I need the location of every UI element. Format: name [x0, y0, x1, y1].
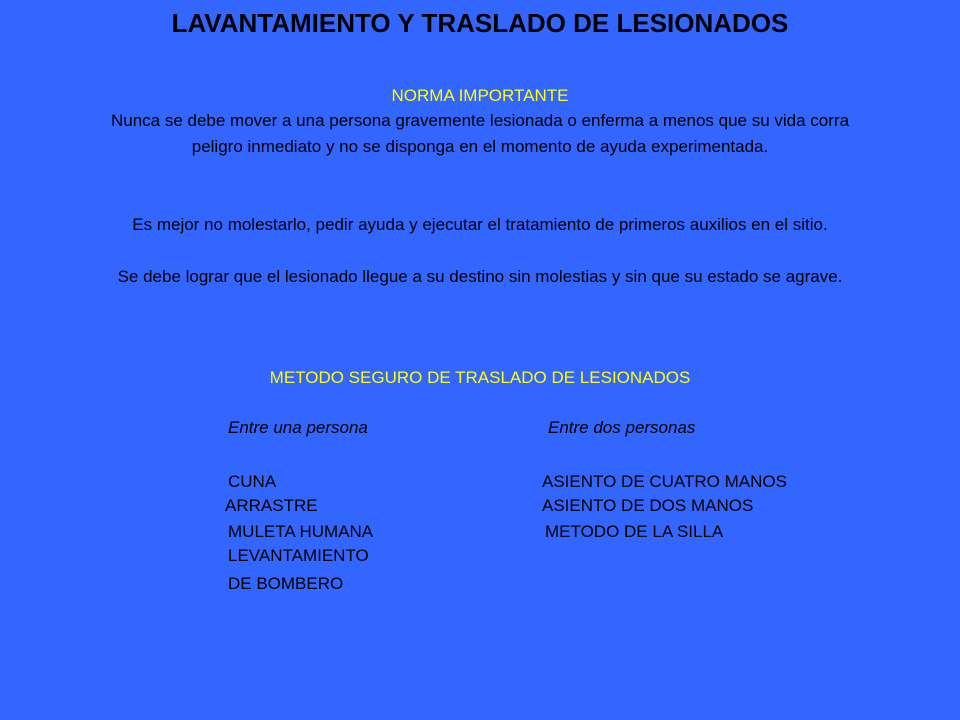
- norm-line-1: Nunca se debe mover a una persona gravemente lesionada o enferma a menos que su vida corra: [110, 111, 850, 130]
- one-person-item-cuna: CUNA: [228, 472, 277, 491]
- one-person-item-bombero: DE BOMBERO: [228, 574, 344, 593]
- one-person-item-arrastre: ARRASTRE: [225, 496, 318, 515]
- norm-paragraph: [0, 108, 960, 160]
- norm-heading: NORMA IMPORTANTE: [391, 86, 569, 105]
- two-persons-item-cuatro-manos: ASIENTO DE CUATRO MANOS: [542, 472, 787, 491]
- page-title: LAVANTAMIENTO Y TRASLADO DE LESIONADOS: [171, 8, 789, 38]
- method-heading: METODO SEGURO DE TRASLADO DE LESIONADOS: [269, 368, 691, 387]
- advice-paragraph: Es mejor no molestarlo, pedir ayuda y ejecutar el tratamiento de primeros auxilios en el sitio.: [132, 215, 828, 234]
- two-persons-item-dos-manos: ASIENTO DE DOS MANOS: [542, 496, 754, 515]
- goal-paragraph: Se debe lograr que el lesionado llegue a su destino sin molestias y sin que su estado se agrave.: [117, 267, 843, 286]
- one-person-item-levantamiento: LEVANTAMIENTO: [228, 546, 369, 565]
- one-person-item-muleta: MULETA HUMANA: [228, 522, 374, 541]
- one-person-heading: Entre una persona: [228, 418, 368, 437]
- two-persons-heading: Entre dos personas: [548, 418, 696, 437]
- two-persons-item-silla: METODO DE LA SILLA: [545, 522, 724, 541]
- norm-line-2: peligro inmediato y no se disponga en el momento de ayuda experimentada.: [191, 137, 769, 156]
